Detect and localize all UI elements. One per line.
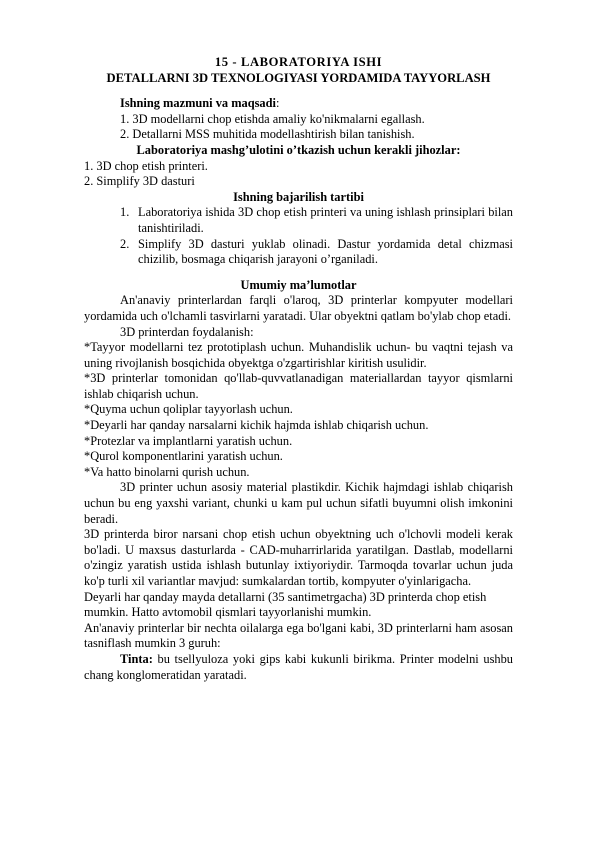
- procedure-item-number: 2.: [120, 236, 130, 251]
- procedure-item: [84, 237, 513, 268]
- purpose-item: 1. 3D modellarni chop etishda amaliy ko'nikmalarni egallash.: [120, 111, 425, 126]
- usage-item: *Deyarli har qanday narsalarni kichik hajmda ishlab chiqarish uchun.: [84, 418, 429, 433]
- usage-heading: 3D printerdan foydalanish:: [120, 324, 254, 339]
- usage-item: *Quyma uchun qoliplar tayyorlash uchun.: [84, 402, 293, 417]
- tinta-text: bu tsellyuloza yoki gips kabi kukunli birikma. Printer modelni ushbu chang konglomeratidan yaratadi.: [84, 651, 513, 682]
- purpose-heading: [84, 96, 513, 112]
- general-intro: An'anaviy printerlardan farqli o'laroq, 3D printerlar kompyuter modellari yordamida uch o'lchamli tasvirlarni yaratadi. Ular obyektni qatlam bo'ylab chop etadi.: [84, 293, 513, 323]
- equipment-item: 2. Simplify 3D dasturi: [84, 174, 195, 189]
- model-paragraph: 3D printerda biror narsani chop etish uchun obyektning uch o'lchovli modeli kerak bo'ladi. U maxsus dasturlarda - CAD-muharrirlarida yaratilgan. Dastlab, modellarni o'zingiz yaratish ustida ishlash butunlay ixtiyoriydir. Tarmoqda tovarlar uchun juda ko'p turli xil variantlar mavjud: sumkalardan tortib, kompyuter o'yinlarigacha.: [84, 527, 513, 588]
- usage-item: *Va hatto binolarni qurish uchun.: [84, 464, 250, 479]
- procedure-list: [84, 205, 513, 267]
- purpose-heading-text: Ishning mazmuni va maqsadi: [120, 96, 276, 111]
- purpose-heading-colon: :: [275, 96, 280, 111]
- material-paragraph: 3D printer uchun asosiy material plastikdir. Kichik hajmdagi ishlab chiqarish uchun bu eng yaxshi variant, chunki u kam pul uchun sifatli buyumni olish imkonini beradi.: [84, 480, 513, 526]
- procedure-item-text: Laboratoriya ishida 3D chop etish printeri va uning ishlash prinsiplari bilan tanishtiriladi.: [138, 205, 513, 235]
- usage-item: *Tayyor modellarni tez prototiplash uchun. Muhandislik uchun- bu vaqtni tejash va uning rivojlanish bosqichida obyektga o'zgartirishlar kiritish usulidir.: [84, 340, 513, 370]
- groups-paragraph: An'anaviy printerlar bir nechta oilalarga ega bo'lgani kabi, 3D printerlarni ham asosan tasniflash mumkin 3 guruh:: [84, 620, 513, 651]
- usage-item: *3D printerlar tomonidan qo'llab-quvvatlanadigan materiallardan tayyor qismlarni ishlab chiqarish uchun.: [84, 371, 513, 401]
- details-paragraph: Deyarli har qanday mayda detallarni (35 santimetrgacha) 3D printerda chop etish mumkin. Hatto avtomobil qismlari tayyorlanishi mumkin.: [84, 589, 487, 620]
- tinta-label: Tinta:: [120, 651, 153, 666]
- procedure-heading: Ishning bajarilish tartibi: [233, 189, 364, 204]
- document-content: [84, 55, 513, 683]
- lab-title: 15 - LABORATORIYA ISHI: [214, 55, 383, 69]
- usage-item: *Protezlar va implantlarni yaratish uchun.: [84, 433, 293, 448]
- usage-item: *Qurol komponentlarini yaratish uchun.: [84, 449, 283, 464]
- tinta-paragraph: [84, 652, 513, 683]
- procedure-item-number: 1.: [120, 205, 130, 220]
- equipment-heading: Laboratoriya mashg’ulotini o’tkazish uchun kerakli jihozlar:: [136, 142, 461, 157]
- equipment-item: 1. 3D chop etish printeri.: [84, 158, 208, 173]
- lab-subtitle: DETALLARNI 3D TEXNOLOGIYASI YORDAMIDA TAYYORLASH: [106, 70, 491, 85]
- purpose-item: 2. Detallarni MSS muhitida modellashtirish bilan tanishish.: [120, 127, 415, 142]
- procedure-item: [84, 205, 513, 236]
- procedure-item-text: Simplify 3D dasturi yuklab olinadi. Dastur yordamida detal chizmasi chizilib, bosmaga chiqarish jarayoni o’rganiladi.: [138, 236, 513, 267]
- general-heading: Umumiy ma’lumotlar: [240, 277, 357, 292]
